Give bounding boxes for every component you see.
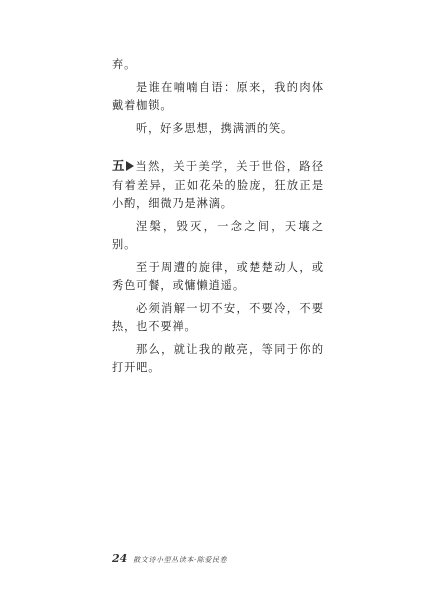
paragraph-continuation: 弃。 — [112, 58, 137, 71]
paragraph: 那么，就让我的敞亮，等同于你的打开吧。 — [112, 342, 324, 374]
book-title: 散文诗小型丛读本·陈爱民卷 — [133, 556, 228, 564]
page-number: 24 — [112, 552, 128, 565]
section-first-text: 当然，关于美学，关于世俗，路径有着差异，正如花朵的脸庞，狂放正是小酌，细微乃是淋漓。 — [112, 160, 324, 210]
paragraph: 听，好多思想，携满洒的笑。 — [136, 121, 294, 135]
paragraph: 是谁在喃喃自语：原来，我的肉体戴着枷锁。 — [112, 80, 324, 112]
section-five-block — [112, 157, 324, 378]
page-footer — [112, 552, 227, 565]
paragraph: 涅槃，毁灭，一念之间，天壤之别。 — [112, 219, 324, 251]
top-text-block — [112, 56, 324, 138]
section-number: 五 — [112, 158, 126, 173]
paragraph: 至于周遭的旋律，或楚楚动人，或秀色可餐，或慵懒逍遥。 — [112, 260, 324, 292]
triangle-marker-icon — [126, 161, 134, 171]
paragraph: 必须消解一切不安，不要冷，不要热，也不要禅。 — [112, 301, 324, 333]
section-first-paragraph — [112, 157, 324, 214]
